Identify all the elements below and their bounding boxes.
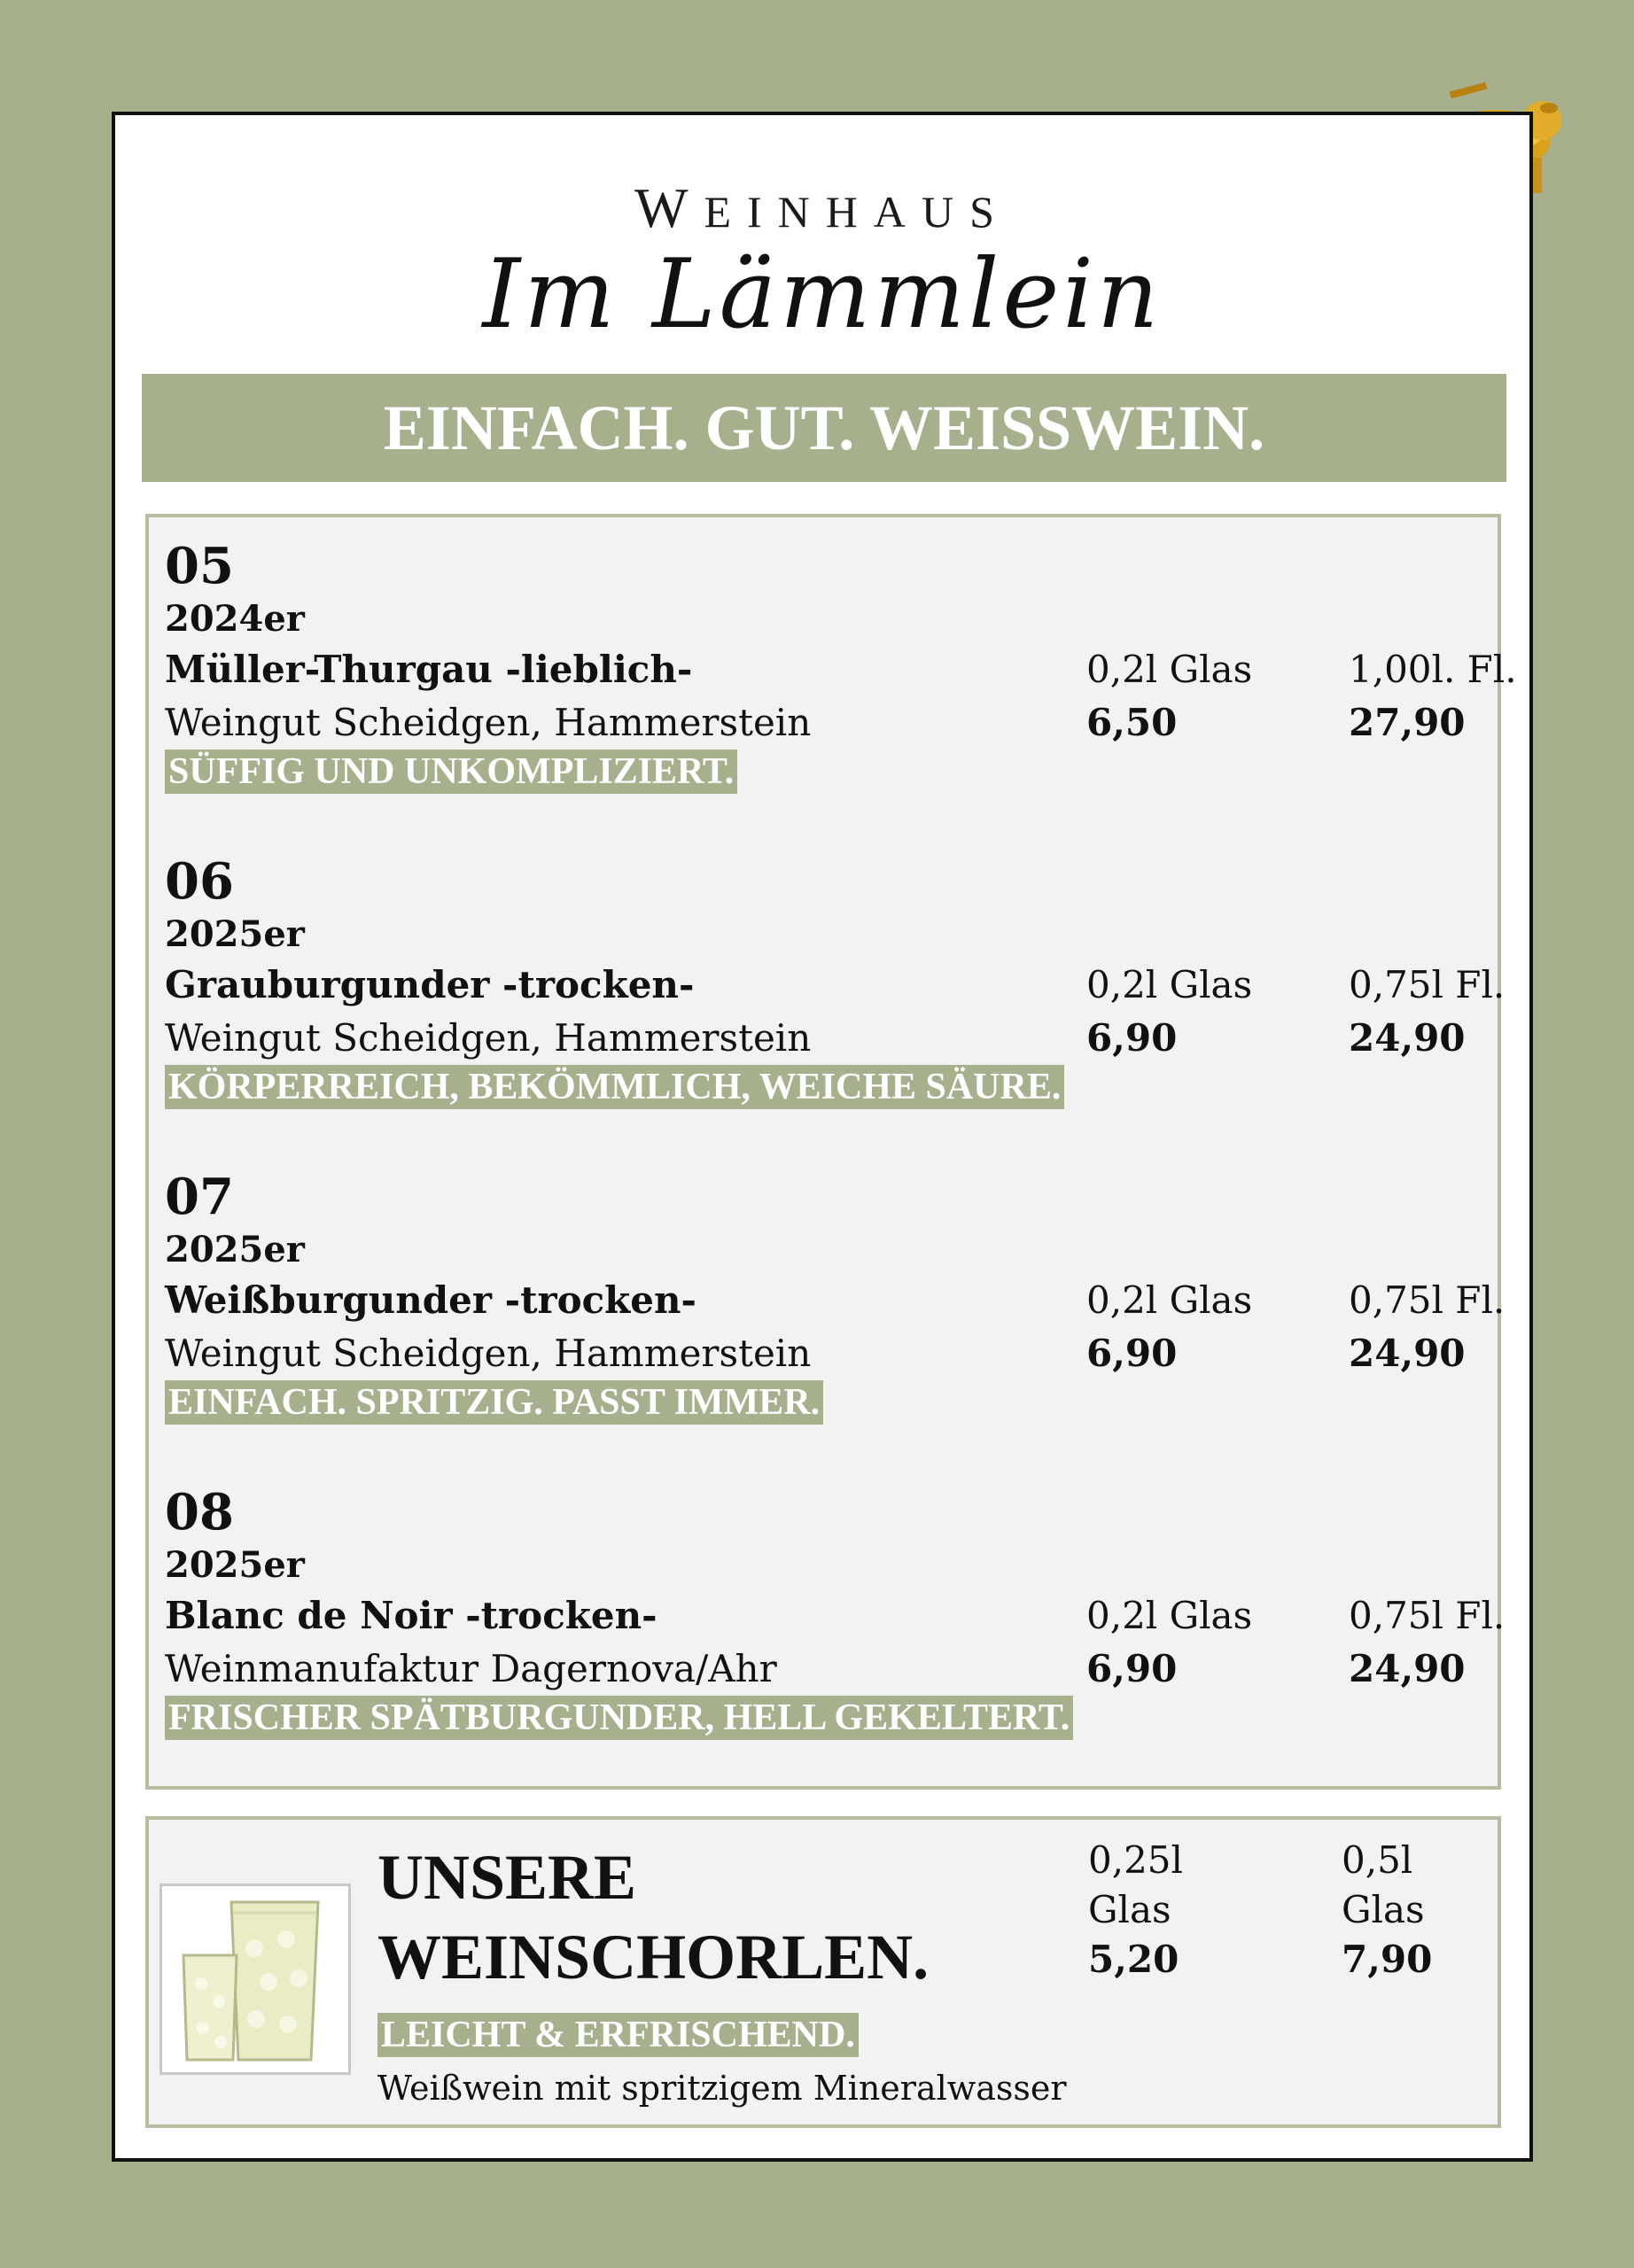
wine-number: 08 (165, 1483, 234, 1542)
wine-producer: Weinmanufaktur Dagernova/Ahr (165, 1647, 777, 1690)
wine-tagline: SÜFFIG UND UNKOMPLIZIERT. (165, 750, 737, 794)
wine-name: Grauburgunder -trocken- (165, 963, 695, 1006)
wine-size-glass: 0,2l Glas (1086, 1594, 1253, 1637)
schorle-panel (145, 1816, 1501, 2128)
wine-size-bottle: 0,75l Fl. (1349, 1278, 1506, 1322)
wine-number: 07 (165, 1168, 234, 1226)
wine-price-glass: 6,90 (1086, 1332, 1178, 1375)
wine-item (165, 1168, 1506, 1425)
wine-tagline: FRISCHER SPÄTBURGUNDER, HELL GEKELTERT. (165, 1696, 1073, 1740)
menu-title: EINFACH. GUT. WEISSWEIN. (142, 374, 1506, 482)
wine-tagline: KÖRPERREICH, BEKÖMMLICH, WEICHE SÄURE. (165, 1065, 1064, 1109)
wine-item (165, 1483, 1506, 1740)
schorle-tagline: LEICHT & ERFRISCHEND. (377, 2013, 859, 2057)
wine-vintage: 2025er (165, 1544, 305, 1586)
wine-vintage: 2024er (165, 598, 305, 640)
wine-price-bottle: 24,90 (1349, 1016, 1466, 1060)
wine-number: 05 (165, 537, 234, 595)
brand-script-name: Im Lämmlein (482, 239, 1163, 350)
wine-list-panel (145, 514, 1517, 1790)
wine-tagline: EINFACH. SPRITZIG. PASST IMMER. (165, 1380, 823, 1425)
brand-weinhaus: WEINHAUS (634, 176, 1010, 239)
wine-price-glass: 6,50 (1086, 701, 1178, 744)
wine-name: Blanc de Noir -trocken- (165, 1594, 657, 1637)
wine-size-bottle: 0,75l Fl. (1349, 963, 1506, 1006)
wine-spritzer-glasses-icon (160, 1884, 351, 2075)
schorle-large: 0,5l Glas 7,90 (1342, 1836, 1432, 1984)
schorle-price-small: 5,20 (1088, 1938, 1179, 1981)
wine-vintage: 2025er (165, 1229, 305, 1270)
wine-producer: Weingut Scheidgen, Hammerstein (165, 1016, 812, 1060)
wine-name: Müller-Thurgau -lieblich- (165, 648, 693, 691)
wine-vintage: 2025er (165, 913, 305, 955)
wine-size-bottle: 1,00l. Fl. (1349, 648, 1517, 691)
schorle-title: UNSERE WEINSCHORLEN. (377, 1842, 930, 1992)
wine-size-bottle: 0,75l Fl. (1349, 1594, 1506, 1637)
menu-card (112, 112, 1533, 2162)
wine-price-bottle: 24,90 (1349, 1332, 1466, 1375)
wine-price-bottle: 27,90 (1349, 701, 1466, 744)
wine-producer: Weingut Scheidgen, Hammerstein (165, 701, 812, 744)
wine-size-glass: 0,2l Glas (1086, 648, 1253, 691)
schorle-small: 0,25l Glas 5,20 (1088, 1836, 1183, 1984)
wine-item (165, 537, 1517, 794)
wine-size-glass: 0,2l Glas (1086, 1278, 1253, 1322)
wine-producer: Weingut Scheidgen, Hammerstein (165, 1332, 812, 1375)
wine-size-glass: 0,2l Glas (1086, 963, 1253, 1006)
wine-price-glass: 6,90 (1086, 1647, 1178, 1690)
wine-price-glass: 6,90 (1086, 1016, 1178, 1060)
wine-number: 06 (165, 852, 234, 911)
wine-price-bottle: 24,90 (1349, 1647, 1466, 1690)
schorle-price-large: 7,90 (1342, 1938, 1433, 1981)
wine-name: Weißburgunder -trocken- (165, 1278, 696, 1322)
schorle-description: Weißwein mit spritzigem Mineralwasser (377, 2069, 1067, 2108)
wine-item (165, 852, 1506, 1109)
